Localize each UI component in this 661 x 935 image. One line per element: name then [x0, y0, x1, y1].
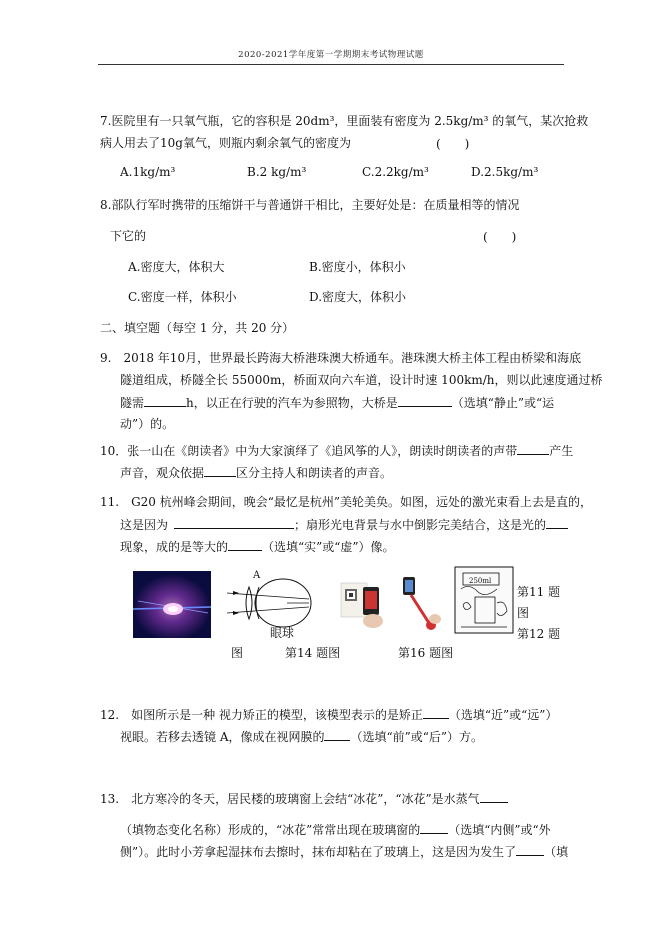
q11-blank-1[interactable] — [174, 516, 294, 529]
q7-option-d: D.2.5kg/m³ — [471, 165, 539, 179]
q12-blank-2[interactable] — [324, 728, 350, 741]
q11-line2-text-a: 这是因为 — [120, 518, 169, 532]
q8-option-b: B.密度小，体积小 — [309, 260, 406, 274]
q13-line3-text-a: 侧”）。此时小芳拿起湿抹布去擦时，抹布却粘在了玻璃上，这是因为发生了 — [120, 845, 517, 859]
q9-line3-text-b: h，以正在行驶的汽车为参照物，大桥是 — [186, 396, 398, 410]
header-rule — [98, 64, 564, 65]
page-header: 2020-2021学年度第一学期期末考试物理试题 — [238, 50, 424, 60]
q9-blank-1[interactable] — [144, 394, 186, 407]
q11-line3-text-a: 现象，成的是等大的 — [120, 540, 229, 554]
eye-lens-label: A — [253, 570, 261, 581]
selfie-stick-figure — [399, 575, 449, 633]
q8-line2: 下它的 — [110, 229, 147, 243]
caption-q11-line1: 第11 题 — [517, 585, 561, 599]
q8-answer-paren: ( ) — [483, 230, 517, 244]
q11-line3 — [120, 538, 395, 555]
q13-line3-text-b: （填 — [544, 845, 569, 859]
q8-line1: 8.部队行军时携带的压缩饼干与普通饼干相比，主要好处是：在质量相等的情况 — [100, 198, 520, 212]
q7-option-c: C.2.2kg/m³ — [362, 165, 429, 179]
section2-title: 二、填空题（每空 1 分，共 20 分） — [100, 321, 295, 335]
q11-line1: 11. G20 杭州峰会期间，晚会“最忆是杭州”美轮美奂。如图，远处的激光束看上去是直的， — [100, 495, 593, 509]
q9-blank-2[interactable] — [398, 394, 452, 407]
q13-line2 — [120, 821, 551, 838]
q12-blank-1[interactable] — [423, 706, 449, 719]
q7-line1: 7.医院里有一只氧气瓶，它的容积是 20dm³，里面装有密度为 2.5kg/m³ 的氧气，某次抢救 — [100, 114, 589, 128]
q10-line2-text-b: 区分主持人和朗读者的声音。 — [236, 466, 393, 480]
q10-line2 — [120, 464, 392, 481]
caption-q16: 第16 题图 — [398, 646, 454, 660]
q11-line2-text-b: ；扇形光电背景与水中倒影完美结合，这是光的 — [294, 518, 547, 532]
q7-option-a: A.1kg/m³ — [120, 165, 176, 179]
q13-line2-text-a: （填物态变化名称）形成的，“冰花”常常出现在玻璃窗的 — [120, 823, 421, 837]
q12-line1-text-a: 12. 如图所示是一种 视力矫正的模型，该模型表示的是矫正 — [100, 708, 423, 722]
caption-q12: 第12 题 — [517, 627, 561, 641]
q8-option-c: C.密度一样，体积小 — [128, 290, 237, 304]
q12-line2 — [120, 728, 483, 745]
q13-line1-text: 13. 北方寒冷的冬天，居民楼的玻璃窗上会结“冰花”，“冰花”是水蒸气 — [100, 792, 480, 806]
laser-photo-figure — [133, 571, 211, 638]
q12-line1 — [100, 706, 557, 723]
q13-blank-1[interactable] — [480, 790, 508, 803]
q10-line2-text-a: 声音，观众依据 — [120, 466, 205, 480]
q9-line4: 动”）的。 — [120, 417, 175, 431]
caption-q11-line2: 图 — [517, 606, 530, 620]
beaker-volume-label: 250ml — [469, 577, 492, 585]
q13-blank-2[interactable] — [420, 821, 448, 834]
q9-line2: 隧道组成，桥隧全长 55000m，桥面双向六车道，设计时速 100km/h，则以此速度通过桥 — [120, 373, 603, 387]
eye-caption: 眼球 — [270, 626, 295, 640]
q10-line1 — [100, 442, 573, 459]
q8-option-a: A.密度大，体积大 — [128, 260, 225, 274]
q7-answer-paren: ( ) — [436, 137, 470, 151]
caption-q14: 第14 题图 — [285, 646, 341, 660]
q7-line2: 病人用去了10g氧气，则瓶内剩余氧气的密度为 — [100, 136, 351, 150]
q9-line3-text-c: （选填“静止”或“运 — [451, 396, 555, 410]
q12-line1-text-b: （选填“近”或“远”） — [448, 708, 558, 722]
q13-line2-text-b: （选填“内侧”或“外 — [448, 823, 551, 837]
q10-blank-2[interactable] — [204, 464, 236, 477]
q11-blank-2[interactable] — [546, 516, 568, 529]
beaker-figure — [453, 565, 515, 635]
q10-blank-1[interactable] — [517, 442, 549, 455]
q11-line2 — [120, 516, 568, 533]
q9-line3-text-a: 隧需 — [120, 396, 145, 410]
q10-line1-text-b: 产生 — [549, 444, 574, 458]
q12-line2-text-b: （选填“前”或“后”）方。 — [350, 730, 484, 744]
q13-blank-3[interactable] — [516, 843, 544, 856]
q8-option-d: D.密度大，体积小 — [309, 290, 407, 304]
q7-option-b: B.2 kg/m³ — [247, 165, 307, 179]
q13-line3 — [120, 843, 568, 860]
q13-line1 — [100, 790, 508, 807]
phone-scan-figure — [337, 577, 387, 631]
q10-line1-text-a: 10．张一山在《朗读者》中为大家演绎了《追风筝的人》，朗读时朗读者的声带 — [100, 444, 518, 458]
q11-line3-text-b: （选填“实”或“虚”）像。 — [262, 540, 395, 554]
caption-tu: 图 — [231, 646, 244, 660]
q9-line3 — [120, 394, 554, 411]
q9-line1: 9. 2018 年10月，世界最长跨海大桥港珠澳大桥通车。港珠澳大桥主体工程由桥梁和海底 — [100, 351, 582, 365]
q12-line2-text-a: 视眼。若移去透镜 A，像成在视网膜的 — [120, 730, 325, 744]
q11-blank-3[interactable] — [228, 538, 262, 551]
